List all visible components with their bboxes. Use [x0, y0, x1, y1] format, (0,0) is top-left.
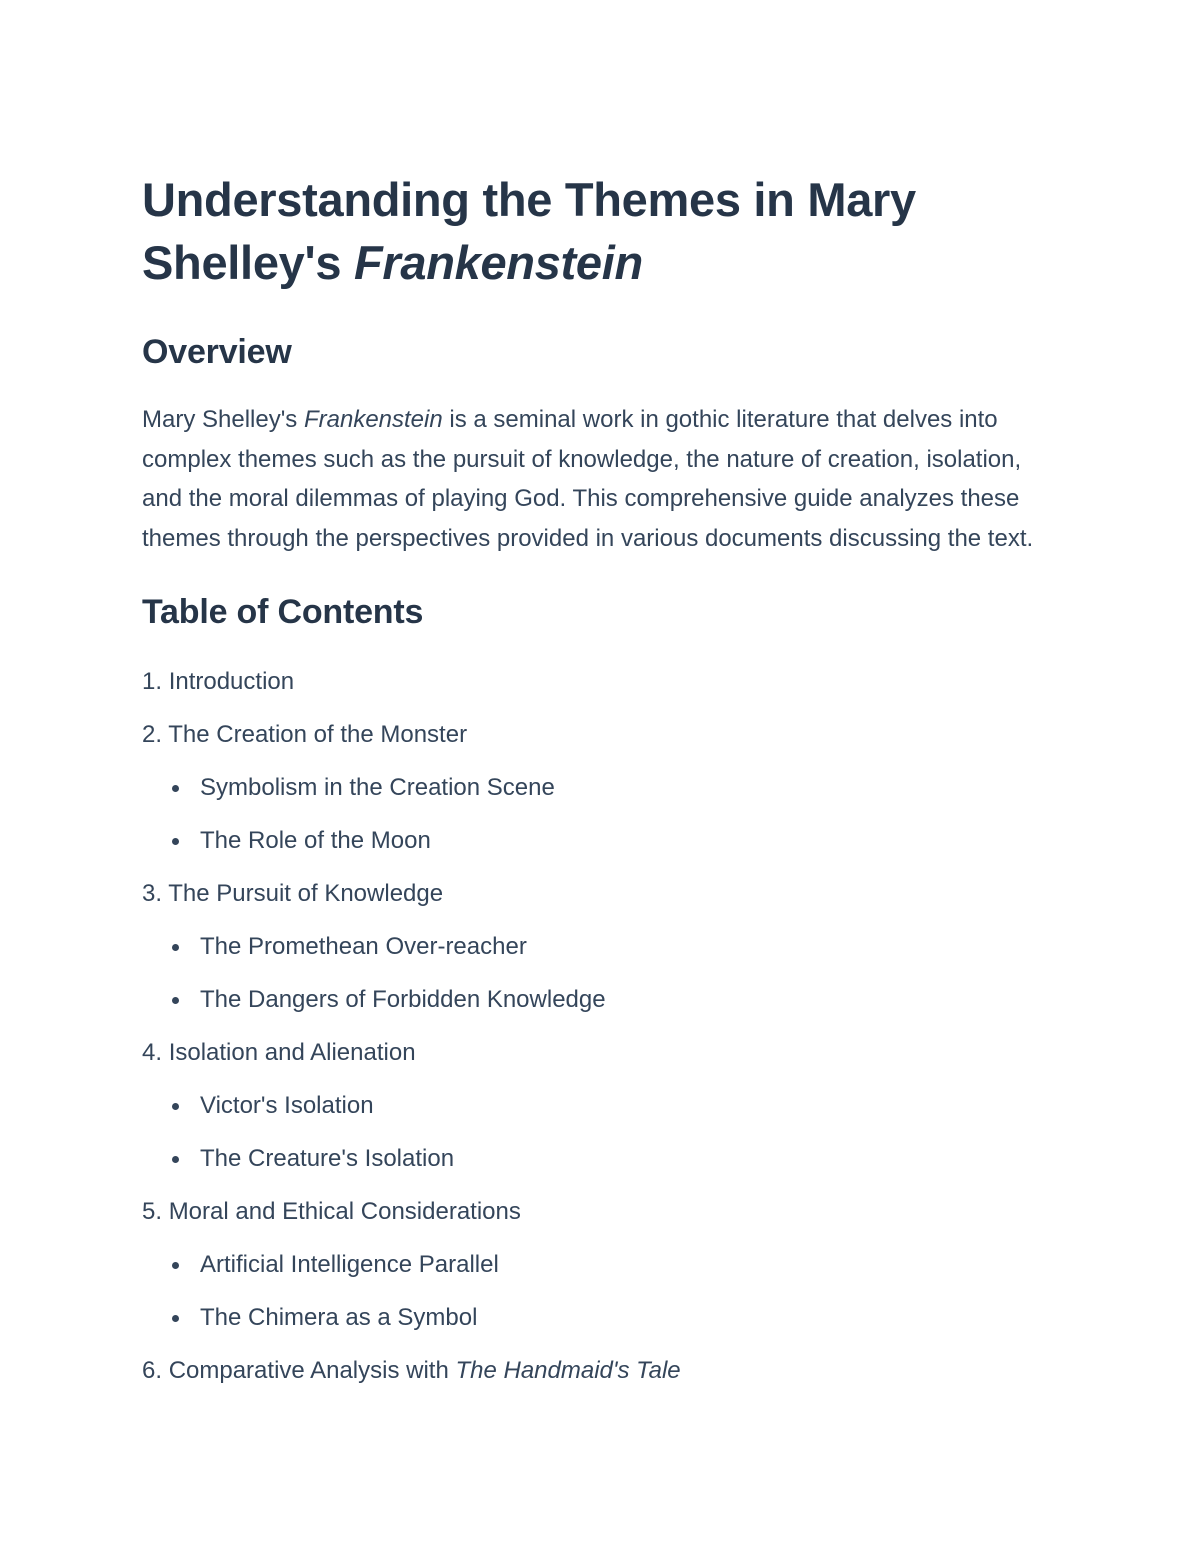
page-title [142, 168, 1052, 294]
overview-heading: Overview [142, 333, 292, 371]
toc-item: 5. Moral and Ethical Considerations [142, 1198, 521, 1226]
toc-item: 1. Introduction [142, 668, 295, 696]
title-italic: Frankenstein [353, 236, 643, 289]
toc-subitem: Artificial Intelligence Parallel [142, 1238, 1052, 1291]
toc-subitem: The Role of the Moon [142, 814, 1052, 867]
toc-heading: Table of Contents [142, 593, 424, 632]
toc-item: 6. Comparative Analysis with The Handmaid's Tale [142, 1357, 681, 1385]
toc-subitem: Victor's Isolation [142, 1079, 1052, 1132]
toc-subitem: The Creature's Isolation [142, 1132, 1052, 1185]
toc-subitem: The Dangers of Forbidden Knowledge [142, 973, 1052, 1026]
toc-subitem: Symbolism in the Creation Scene [142, 761, 1052, 814]
toc-item: 2. The Creation of the Monster [142, 721, 468, 749]
toc-subitem: The Promethean Over-reacher [142, 920, 1052, 973]
overview-paragraph: Mary Shelley's Frankenstein is a seminal work in gothic literature that delves into complex themes such as the pursuit of knowledge, the nature of creation, isolation, and the moral dilemmas of playing God. This comprehensive guide analyzes these themes through the perspectives provided in various documents discussing the text. [142, 406, 1034, 552]
table-of-contents [142, 655, 1052, 1397]
toc-subitem: The Chimera as a Symbol [142, 1291, 1052, 1344]
toc-item: 4. Isolation and Alienation [142, 1039, 416, 1067]
document-page [142, 168, 1052, 1397]
title-text: Understanding the Themes in Mary Shelley's [142, 173, 916, 289]
toc-item: 3. The Pursuit of Knowledge [142, 880, 444, 908]
